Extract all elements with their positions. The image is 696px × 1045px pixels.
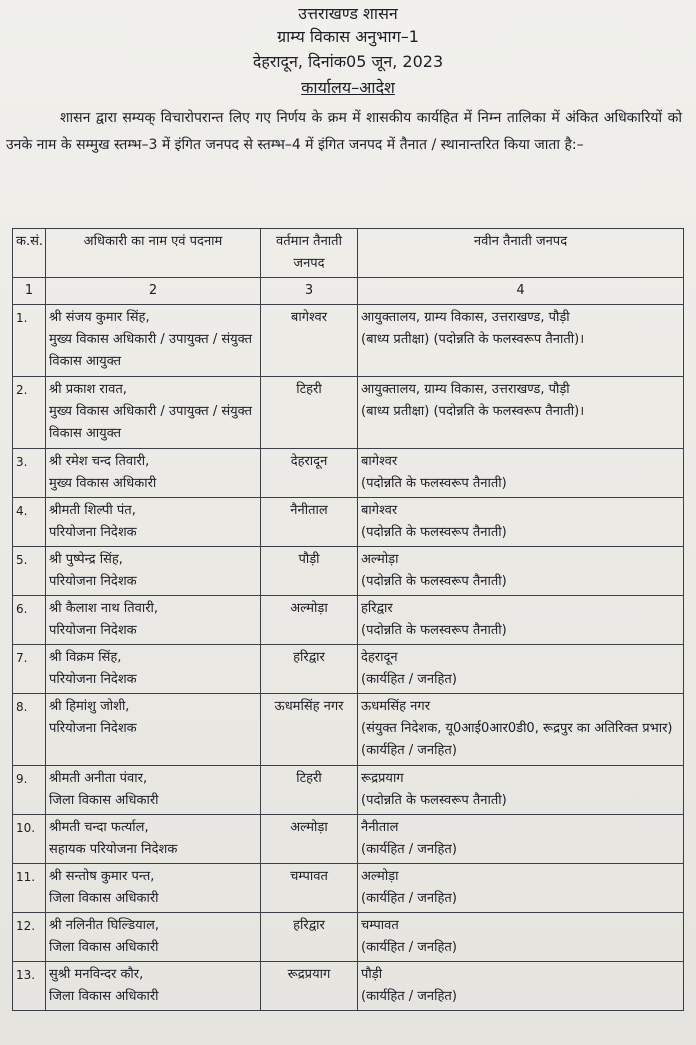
officer-cell <box>46 305 261 377</box>
officer-name: श्री संजय कुमार सिंह, <box>49 310 150 325</box>
table-row <box>13 694 684 766</box>
place-date: देहरादून, दिनांक05 जून, 2023 <box>252 52 444 72</box>
officer-name: श्रीमती अनीता पंवार, <box>49 771 148 786</box>
new-posting-cell <box>358 864 684 913</box>
officer-name: श्री रमेश चन्द तिवारी, <box>49 454 150 469</box>
new-posting-cell <box>358 305 684 377</box>
serial-cell: 7. <box>13 645 46 694</box>
serial-cell: 1. <box>13 305 46 377</box>
table-row <box>13 913 684 962</box>
posting-note: (कार्यहित / जनहित) <box>361 989 457 1004</box>
current-posting-cell: बागेश्वर <box>261 305 358 377</box>
new-posting: पौड़ी <box>361 967 383 982</box>
new-posting: नैनीताल <box>361 820 399 835</box>
table-row <box>13 498 684 547</box>
serial-cell: 8. <box>13 694 46 766</box>
new-posting-cell <box>358 498 684 547</box>
new-posting-cell <box>358 645 684 694</box>
current-posting-cell: नैनीताल <box>261 498 358 547</box>
officer-designation: परियोजना निदेशक <box>49 721 137 736</box>
current-posting-cell: अल्मोड़ा <box>261 815 358 864</box>
officer-designation: मुख्य विकास अधिकारी <box>49 476 157 491</box>
current-posting-cell: रूद्रप्रयाग <box>261 962 358 1011</box>
column-number-row <box>13 278 684 305</box>
table-row <box>13 962 684 1011</box>
table-body <box>13 305 684 1011</box>
serial-cell: 13. <box>13 962 46 1011</box>
officer-designation: जिला विकास अधिकारी <box>49 940 159 955</box>
officer-cell <box>46 962 261 1011</box>
officer-name: श्रीमती शिल्पी पंत, <box>49 503 136 518</box>
new-posting: हरिद्वार <box>361 601 393 616</box>
officer-designation: परियोजना निदेशक <box>49 525 137 540</box>
new-posting-cell <box>358 962 684 1011</box>
current-posting-cell: चम्पावत <box>261 864 358 913</box>
new-posting: बागेश्वर <box>361 454 398 469</box>
new-posting-cell <box>358 449 684 498</box>
officer-cell <box>46 377 261 449</box>
new-posting: आयुक्तालय, ग्राम्य विकास, उत्तराखण्ड, पौड़ी <box>361 382 570 397</box>
serial-cell: 11. <box>13 864 46 913</box>
posting-note: (पदोन्नति के फलस्वरूप तैनाती) <box>361 623 507 638</box>
new-posting-cell <box>358 694 684 766</box>
officer-designation: मुख्य विकास अधिकारी / उपायुक्त / संयुक्त विकास आयुक्त <box>49 404 253 441</box>
table-row <box>13 449 684 498</box>
posting-note: (बाध्य प्रतीक्षा) (पदोन्नति के फलस्वरूप तैनाती)। <box>361 332 585 347</box>
new-posting: चम्पावत <box>361 918 399 933</box>
header-current-posting: वर्तमान तैनाती जनपद <box>261 229 358 278</box>
officer-name: श्री पुष्पेन्द्र सिंह, <box>49 552 123 567</box>
serial-cell: 4. <box>13 498 46 547</box>
new-posting-cell <box>358 913 684 962</box>
column-number: 4 <box>358 278 684 305</box>
posting-note: (कार्यहित / जनहित) <box>361 891 457 906</box>
current-posting-cell: देहरादून <box>261 449 358 498</box>
serial-cell: 2. <box>13 377 46 449</box>
new-posting: अल्मोड़ा <box>361 869 399 884</box>
posting-note: (पदोन्नति के फलस्वरूप तैनाती) <box>361 793 507 808</box>
new-posting-cell <box>358 377 684 449</box>
posting-note: (बाध्य प्रतीक्षा) (पदोन्नति के फलस्वरूप तैनाती)। <box>361 404 585 419</box>
officer-cell <box>46 815 261 864</box>
officer-designation: जिला विकास अधिकारी <box>49 891 159 906</box>
officer-cell <box>46 913 261 962</box>
officer-name: श्री हिमांशु जोशी, <box>49 699 130 714</box>
intro-paragraph: शासन द्वारा सम्यक् विचारोपरान्त लिए गए निर्णय के क्रम में शासकीय कार्यहित में निम्न तालिका में अंकित अधिकारियों को उनके नाम के सम्मुख स्तम्भ–3 में इंगित जनपद से स्तम्भ–4 में इंगित जनपद में तैनात / स्थानान्तरित किया जाता है:– <box>6 109 682 153</box>
new-posting: देहरादून <box>361 650 398 665</box>
serial-cell: 12. <box>13 913 46 962</box>
government-name: उत्तराखण्ड शासन <box>298 4 398 23</box>
new-posting: ऊधमसिंह नगर <box>361 699 431 714</box>
document-header <box>0 0 696 97</box>
posting-note: (पदोन्नति के फलस्वरूप तैनाती) <box>361 476 507 491</box>
table-row <box>13 864 684 913</box>
officer-cell <box>46 498 261 547</box>
posting-note: (कार्यहित / जनहित) <box>361 940 457 955</box>
posting-note: (संयुक्त निदेशक, यू0आई0आर0डी0, रूद्रपुर का अतिरिक्त प्रभार) (कार्यहित / जनहित) <box>361 721 673 758</box>
header-officer: अधिकारी का नाम एवं पदनाम <box>46 229 261 278</box>
serial-cell: 3. <box>13 449 46 498</box>
officer-designation: परियोजना निदेशक <box>49 623 137 638</box>
new-posting: बागेश्वर <box>361 503 398 518</box>
officer-cell <box>46 766 261 815</box>
officer-designation: मुख्य विकास अधिकारी / उपायुक्त / संयुक्त विकास आयुक्त <box>49 332 253 369</box>
officer-cell <box>46 694 261 766</box>
current-posting-cell: हरिद्वार <box>261 645 358 694</box>
current-posting-cell: टिहरी <box>261 377 358 449</box>
table-row <box>13 645 684 694</box>
new-posting-cell <box>358 766 684 815</box>
officer-cell <box>46 864 261 913</box>
transfer-table <box>12 228 684 1011</box>
new-posting-cell <box>358 596 684 645</box>
officer-name: श्री नलिनीत घिल्डियाल, <box>49 918 159 933</box>
serial-cell: 5. <box>13 547 46 596</box>
table-header-row <box>13 229 684 278</box>
officer-cell <box>46 547 261 596</box>
serial-cell: 10. <box>13 815 46 864</box>
posting-note: (कार्यहित / जनहित) <box>361 672 457 687</box>
table-row <box>13 377 684 449</box>
column-number: 3 <box>261 278 358 305</box>
officer-cell <box>46 449 261 498</box>
officer-name: श्री सन्तोष कुमार पन्त, <box>49 869 155 884</box>
posting-note: (पदोन्नति के फलस्वरूप तैनाती) <box>361 574 507 589</box>
current-posting-cell: अल्मोड़ा <box>261 596 358 645</box>
column-number: 1 <box>13 278 46 305</box>
officer-name: श्री प्रकाश रावत, <box>49 382 127 397</box>
officer-designation: जिला विकास अधिकारी <box>49 989 159 1004</box>
department-name: ग्राम्य विकास अनुभाग–1 <box>277 27 419 47</box>
order-title: कार्यालय–आदेश <box>301 77 395 97</box>
new-posting-cell <box>358 547 684 596</box>
officer-name: श्री कैलाश नाथ तिवारी, <box>49 601 159 616</box>
table-row <box>13 596 684 645</box>
table-row <box>13 547 684 596</box>
officer-cell <box>46 596 261 645</box>
current-posting-cell: टिहरी <box>261 766 358 815</box>
officer-name: सुश्री मनविन्दर कौर, <box>49 967 144 982</box>
new-posting-cell <box>358 815 684 864</box>
table-row <box>13 305 684 377</box>
new-posting: आयुक्तालय, ग्राम्य विकास, उत्तराखण्ड, पौड़ी <box>361 310 570 325</box>
serial-cell: 6. <box>13 596 46 645</box>
officer-designation: जिला विकास अधिकारी <box>49 793 159 808</box>
officer-name: श्रीमती चन्दा फर्त्याल, <box>49 820 149 835</box>
posting-note: (पदोन्नति के फलस्वरूप तैनाती) <box>361 525 507 540</box>
current-posting-cell: पौड़ी <box>261 547 358 596</box>
officer-cell <box>46 645 261 694</box>
posting-note: (कार्यहित / जनहित) <box>361 842 457 857</box>
officer-designation: सहायक परियोजना निदेशक <box>49 842 178 857</box>
header-new-posting: नवीन तैनाती जनपद <box>358 229 684 278</box>
current-posting-cell: ऊधमसिंह नगर <box>261 694 358 766</box>
serial-cell: 9. <box>13 766 46 815</box>
officer-name: श्री विक्रम सिंह, <box>49 650 122 665</box>
current-posting-cell: हरिद्वार <box>261 913 358 962</box>
officer-designation: परियोजना निदेशक <box>49 574 137 589</box>
table-row <box>13 815 684 864</box>
officer-designation: परियोजना निदेशक <box>49 672 137 687</box>
column-number: 2 <box>46 278 261 305</box>
header-serial: क.सं. <box>13 229 46 278</box>
new-posting: रूद्रप्रयाग <box>361 771 404 786</box>
new-posting: अल्मोड़ा <box>361 552 399 567</box>
table-row <box>13 766 684 815</box>
